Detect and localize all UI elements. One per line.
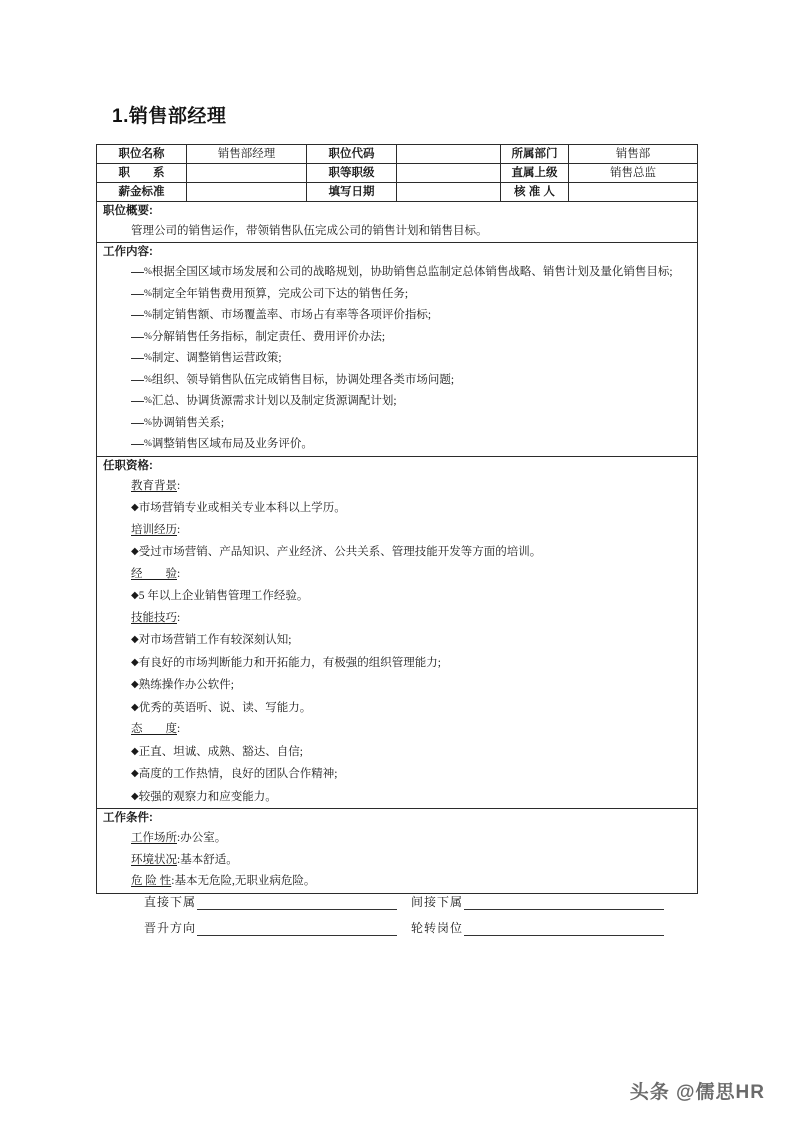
duty-text: 根据全国区域市场发展和公司的战略规划，协助销售总监制定总体销售战略、销售计划及量化销售目标;: [151, 266, 673, 278]
qualification-groups: [97, 476, 697, 809]
field-value-job-grade[interactable]: [397, 164, 501, 183]
footer-blank-promotion-path[interactable]: [197, 922, 397, 936]
qualification-bullet-text: 正直、坦诚、成熟、豁达、自信;: [138, 745, 303, 758]
duty-item: [97, 305, 697, 327]
footer-row: [96, 910, 697, 936]
diamond-bullet-icon: ◆: [131, 701, 139, 713]
duty-weight-blank[interactable]: [131, 444, 144, 445]
field-value-position-code[interactable]: [397, 145, 501, 164]
field-value-direct-superior[interactable]: 销售总监: [569, 164, 698, 183]
percent-sign: %: [144, 267, 152, 277]
qualification-subheading-label: 技能技巧: [131, 611, 177, 624]
percent-sign: %: [144, 353, 152, 363]
field-value-job-family[interactable]: [187, 164, 307, 183]
field-label-fill-date: 填写日期: [307, 183, 397, 202]
page-title: 1.销售部经理: [112, 106, 227, 127]
section-row-duties: [97, 243, 698, 457]
field-label-job-family: 职 系: [97, 164, 187, 183]
field-value-salary-standard[interactable]: [187, 183, 307, 202]
footer-row: [96, 884, 697, 910]
qualification-bullet-text: 受过市场营销、产品知识、产业经济、公共关系、管理技能开发等方面的培训。: [138, 546, 542, 558]
qualification-bullet-text: 优秀的英语听、说、读、写能力。: [138, 701, 312, 714]
percent-sign: %: [144, 439, 152, 449]
diamond-bullet-icon: ◆: [131, 790, 139, 802]
watermark: 头条 @儒思HR: [629, 1082, 765, 1103]
qualification-bullet: [97, 585, 697, 608]
duty-text: 分解销售任务指标，制定责任、费用评价办法;: [151, 330, 386, 343]
qualification-subheading: 教育背景:: [131, 479, 181, 492]
footer-blank-rotation-position[interactable]: [464, 922, 664, 936]
duty-item: [97, 348, 697, 370]
duty-weight-blank[interactable]: [131, 337, 144, 338]
footer-fields: [96, 884, 697, 936]
percent-sign: %: [144, 374, 152, 385]
qualification-bullet-text: 对市场营销工作有较深刻认知;: [138, 634, 292, 646]
duty-item: [97, 284, 697, 306]
duty-weight-blank[interactable]: [131, 272, 144, 273]
footer-label-direct-subordinate: 直接下属: [144, 895, 197, 909]
percent-sign: %: [144, 396, 152, 406]
duty-text: 协调销售关系;: [151, 416, 225, 429]
duty-weight-blank[interactable]: [131, 358, 144, 359]
duty-weight-blank[interactable]: [131, 294, 144, 295]
condition-line: [97, 828, 697, 850]
duty-text: 组织、领导销售队伍完成销售目标，协调处理各类市场问题;: [151, 373, 455, 386]
duty-item: [97, 370, 697, 392]
footer-field-direct-subordinate[interactable]: [96, 895, 401, 910]
qualification-bullet: [97, 652, 697, 675]
section-summary: [97, 202, 698, 243]
qualification-bullet-text: 5 年以上企业销售管理工作经验。: [138, 590, 309, 602]
percent-sign: %: [144, 310, 152, 320]
diamond-bullet-icon: ◆: [131, 502, 139, 513]
qualification-bullet: [97, 541, 697, 564]
duty-item: [97, 391, 697, 413]
diamond-bullet-icon: ◆: [131, 768, 139, 779]
field-label-position-code: 职位代码: [307, 145, 397, 164]
duty-weight-blank[interactable]: [131, 423, 144, 424]
diamond-bullet-icon: ◆: [131, 745, 139, 757]
field-label-job-grade: 职等职级: [307, 164, 397, 183]
field-label-position-name: 职位名称: [97, 145, 187, 164]
footer-label-promotion-path: 晋升方向: [144, 921, 197, 935]
table-row: [97, 164, 698, 183]
section-qualifications: [97, 456, 698, 809]
condition-line: [97, 850, 697, 872]
qualification-bullet: [97, 697, 697, 720]
qualification-bullet-text: 有良好的市场判断能力和开拓能力，有极强的组织管理能力;: [138, 656, 441, 669]
summary-text: 管理公司的销售运作，带领销售队伍完成公司的销售计划和销售目标。: [131, 225, 488, 237]
footer-blank-indirect-subordinate[interactable]: [464, 896, 664, 910]
diamond-bullet-icon: ◆: [131, 656, 139, 668]
percent-sign: %: [144, 417, 152, 428]
qualification-bullet-text: 市场营销专业或相关专业本科以上学历。: [138, 502, 346, 514]
condition-value: :办公室。: [177, 832, 227, 844]
diamond-bullet-icon: ◆: [131, 634, 139, 645]
qualification-bullet: [97, 629, 697, 652]
qualification-bullet: [97, 741, 697, 764]
section-title-qualifications: 任职资格:: [103, 459, 153, 472]
duty-text: 制定全年销售费用预算，完成公司下达的销售任务;: [151, 287, 409, 300]
duty-weight-blank[interactable]: [131, 401, 144, 402]
qualification-bullet-text: 较强的观察力和应变能力。: [138, 790, 277, 803]
duty-weight-blank[interactable]: [131, 380, 144, 381]
footer-label-indirect-subordinate: 间接下属: [411, 895, 464, 909]
field-value-fill-date[interactable]: [397, 183, 501, 202]
percent-sign: %: [144, 331, 152, 342]
field-value-department[interactable]: 销售部: [569, 145, 698, 164]
duty-text: 汇总、协调货源需求计划以及制定货源调配计划;: [151, 395, 397, 407]
section-title-duties: 工作内容:: [103, 246, 153, 258]
qualification-bullet: [97, 497, 697, 520]
condition-value: :基本舒适。: [177, 853, 238, 866]
duty-weight-blank[interactable]: [131, 315, 144, 316]
field-label-salary-standard: 薪金标准: [97, 183, 187, 202]
condition-value: :基本无危险,无职业病危险。: [171, 875, 316, 887]
section-row-summary: [97, 202, 698, 243]
qualification-bullet-text: 熟练操作办公软件;: [138, 679, 234, 691]
footer-field-indirect-subordinate[interactable]: [401, 895, 697, 910]
footer-field-rotation-position[interactable]: [401, 921, 697, 936]
conditions-list: [97, 828, 697, 893]
duty-text: 调整销售区域布局及业务评价。: [151, 438, 313, 450]
qualification-subheading-label: 态 度: [131, 723, 177, 735]
section-row-qualifications: [97, 456, 698, 809]
field-value-approver[interactable]: [569, 183, 698, 202]
section-title-summary: 职位概要:: [103, 205, 153, 217]
qualification-bullet: [97, 763, 697, 786]
duty-item: [97, 413, 697, 435]
section-conditions: [97, 809, 698, 894]
condition-label: 工作场所: [131, 832, 177, 844]
diamond-bullet-icon: ◆: [131, 679, 139, 690]
duty-item: [97, 327, 697, 349]
duty-item: [97, 262, 697, 284]
field-label-approver: 核 准 人: [501, 183, 569, 202]
qualification-subheading-label: 经 验: [131, 567, 177, 580]
job-description-table: [96, 144, 698, 894]
qualification-subheading-label: 培训经历: [131, 523, 177, 536]
footer-field-promotion-path[interactable]: [96, 921, 401, 936]
qualification-subheading: 经 验:: [131, 567, 181, 580]
table-row: [97, 183, 698, 202]
qualification-subheading-label: 教育背景: [131, 479, 177, 492]
qualification-subheading: 培训经历:: [131, 523, 181, 536]
qualification-bullet: [97, 786, 697, 809]
field-label-direct-superior: 直属上级: [501, 164, 569, 183]
duty-item: [97, 434, 697, 456]
qualification-bullet: [97, 674, 697, 697]
condition-label: 危 险 性: [131, 875, 172, 887]
footer-label-rotation-position: 轮转岗位: [411, 921, 464, 935]
section-title-conditions: 工作条件:: [103, 812, 153, 824]
qualification-subheading: 态 度:: [131, 723, 181, 735]
qualification-bullet-text: 高度的工作热情，良好的团队合作精神;: [138, 768, 338, 780]
qualification-subheading: 技能技巧:: [131, 611, 181, 624]
field-label-department: 所属部门: [501, 145, 569, 164]
diamond-bullet-icon: ◆: [131, 590, 139, 601]
footer-blank-direct-subordinate[interactable]: [197, 896, 397, 910]
section-row-conditions: [97, 809, 698, 894]
duty-text: 制定销售额、市场覆盖率、市场占有率等各项评价指标;: [151, 309, 432, 321]
field-value-position-name[interactable]: 销售部经理: [187, 145, 307, 164]
condition-label: 环境状况: [131, 853, 177, 866]
diamond-bullet-icon: ◆: [131, 546, 139, 557]
section-duties: [97, 243, 698, 457]
duties-list: [97, 262, 697, 456]
percent-sign: %: [144, 288, 152, 299]
table-row: [97, 145, 698, 164]
duty-text: 制定、调整销售运营政策;: [151, 352, 282, 364]
